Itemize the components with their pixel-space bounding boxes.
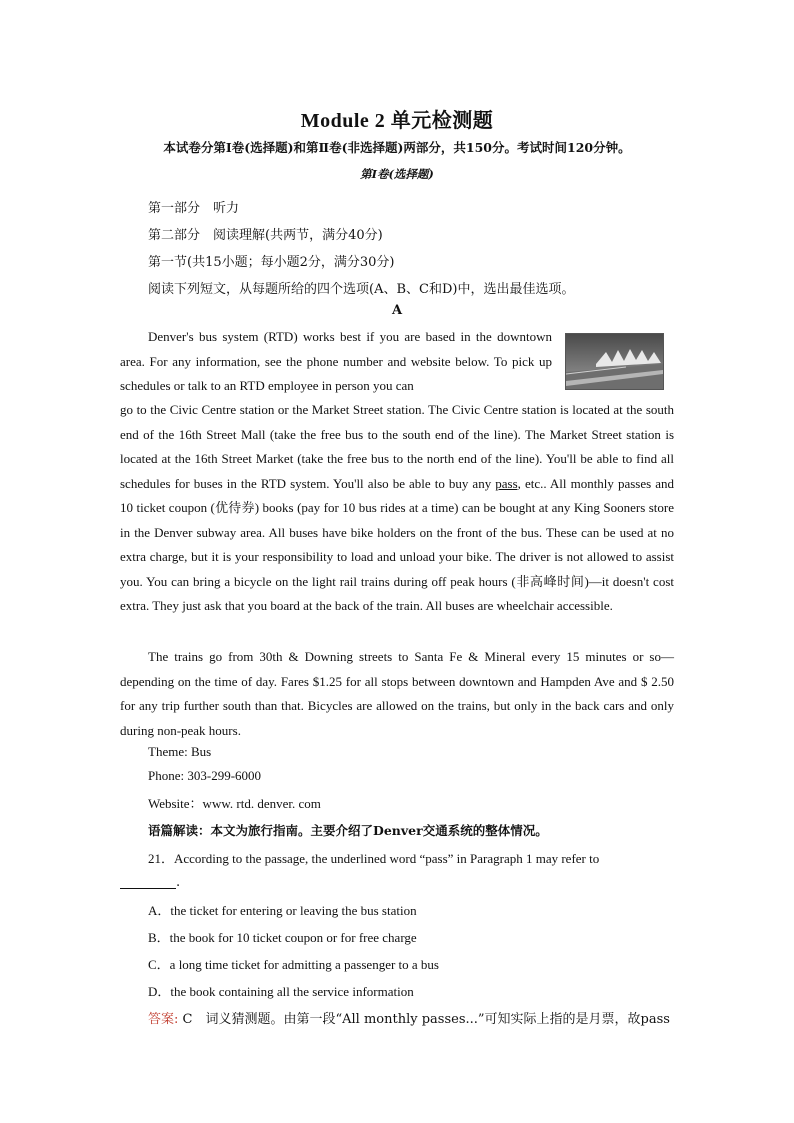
page-title: Module 2 单元检测题 [300, 110, 494, 132]
phone-line: Phone: 303-299-6000 [148, 768, 262, 783]
answer-text: C 词义猜测题。由第一段“All monthly passes...”可知实际上指的是月票，故pass [182, 1012, 670, 1027]
bus-station-photo [565, 333, 664, 390]
part-two-heading: 第二部分 阅读理解(共两节，满分40分) [148, 228, 383, 243]
option-a: A．the ticket for entering or leaving the bus station [148, 903, 417, 918]
analysis-text: 本文为旅行指南。主要介绍了Denver交通系统的整体情况。 [210, 823, 548, 838]
theme-line: Theme: Bus [148, 744, 212, 759]
answer-blank [120, 876, 176, 889]
analysis-label: 语篇解读： [148, 823, 211, 838]
question-21-stem: 21．According to the passage, the underlined word “pass” in Paragraph 1 may refer to [148, 851, 600, 866]
bus-station-photo-image [566, 334, 663, 389]
passage-paragraph-1-start: Denver's bus system (RTD) works best if you are based in the downtown area. For any information, see the phone number and website below. To pick up schedules or talk to an RTD employee in person you can [120, 329, 552, 393]
blank-period: . [176, 875, 181, 890]
exam-intro: 本试卷分第Ⅰ卷(选择题)和第Ⅱ卷(非选择题)两部分，共150分。考试时间120分钟。 [163, 140, 631, 155]
passage-paragraph-1-continued [120, 398, 674, 619]
part-one-heading: 第一部分 听力 [148, 201, 240, 216]
option-d: D．the book containing all the service information [148, 984, 414, 999]
volume-heading: 第Ⅰ卷(选择题) [360, 167, 434, 181]
option-b: B．the book for 10 ticket coupon or for free charge [148, 930, 417, 945]
website-line: Website：www. rtd. denver. com [148, 796, 321, 811]
passage-label: A [391, 303, 403, 318]
answer-label: 答案: [148, 1012, 179, 1027]
reading-instruction: 阅读下列短文，从每题所给的四个选项(A、B、C和D)中，选出最佳选项。 [148, 282, 575, 297]
paragraph-1-text-before: go to the Civic Centre station or the Market Street station. The Civic Centre station is located at the south end of the 16th Street Mall (take the free bus to the south end of the line). The Market Street station is located at the 16th Street Market (take the free bus to the north end of the line). You'll be able to find all schedules for buses in the RTD system. You'll also be able to buy any [120, 402, 674, 491]
passage-analysis [148, 821, 548, 839]
option-c: C．a long time ticket for admitting a passenger to a bus [148, 957, 439, 972]
answer-line [148, 1008, 678, 1027]
section-one-heading: 第一节(共15小题；每小题2分，满分30分) [148, 255, 395, 270]
passage-paragraph-2: The trains go from 30th & Downing streets to Santa Fe & Mineral every 15 minutes or so—depending on the time of day. Fares $1.25 for all stops between downtown and Hampden Ave and $ 2.50 for any trip further south than that. Bicycles are allowed on the trains, but only in the back cars and only during non-peak hours. [120, 649, 674, 738]
underlined-word-pass: pass, [495, 475, 521, 491]
paragraph-1-text-after: etc.. All monthly passes and 10 ticket coupon (优待券) books (pay for 10 bus rides at a time) can be bought at any King Sooners store in the Denver subway area. All buses have bike holders on the front of the bus. These can be used at no extra charge, but it is your responsibility to load and unload your bike. The driver is not allowed to assist you. You can bring a bicycle on the light rail trains during off peak hours (非高峰时间)—it doesn't cost extra. They just ask that you board at the back of the train. All buses are wheelchair accessible. [120, 475, 674, 613]
